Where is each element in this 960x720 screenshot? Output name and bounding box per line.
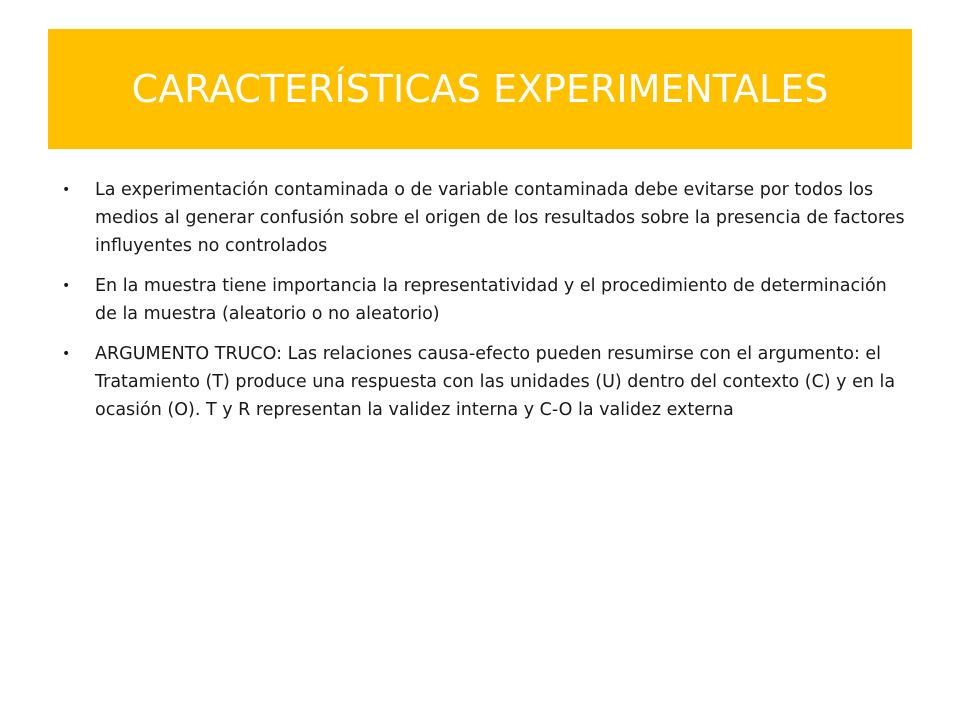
bullet-item xyxy=(60,176,910,260)
slide-body xyxy=(60,176,910,436)
bullet-icon: • xyxy=(62,346,71,362)
bullet-text: La experimentación contaminada o de variable contaminada debe evitarse por todos los medios al generar confusión sobre el origen de los resultados sobre la presencia de factores influyentes no controlados xyxy=(95,180,905,256)
bullet-list xyxy=(60,176,910,424)
bullet-icon: • xyxy=(62,182,71,198)
title-banner xyxy=(48,29,912,149)
bullet-text: ARGUMENTO TRUCO: Las relaciones causa-efecto pueden resumirse con el argumento: el Tratamiento (T) produce una respuesta con las unidades (U) dentro del contexto (C) y en la ocasión (O). T y R representan la validez interna y C-O la validez externa xyxy=(95,344,896,420)
bullet-item xyxy=(60,272,910,328)
bullet-icon: • xyxy=(62,278,71,294)
slide-title: CARACTERÍSTICAS EXPERIMENTALES xyxy=(131,67,829,111)
bullet-text: En la muestra tiene importancia la representatividad y el procedimiento de determinación de la muestra (aleatorio o no aleatorio) xyxy=(95,276,887,324)
bullet-item xyxy=(60,340,910,424)
